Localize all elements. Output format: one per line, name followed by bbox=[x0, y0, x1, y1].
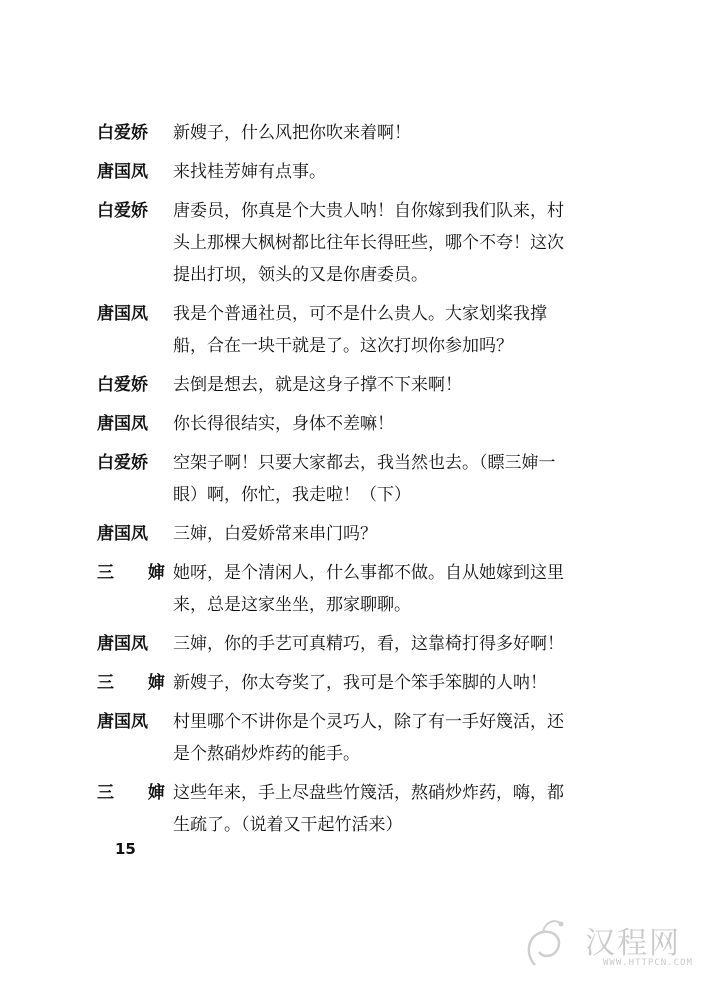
dialogue-line: 三婶，白爱娇常来串门吗？ bbox=[173, 524, 377, 544]
script-dialogue bbox=[97, 117, 567, 848]
dialogue-line: 她呀，是个清闲人，什么事都不做。自从她嫁到这里来，总是这家坐坐，那家聊聊。 bbox=[173, 563, 564, 615]
dialogue-entry bbox=[97, 628, 567, 660]
dialogue-line: 新嫂子，你太夸奖了，我可是个笨手笨脚的人呐！ bbox=[173, 673, 547, 693]
speaker-name: 三 婶 bbox=[97, 783, 179, 803]
speaker-name: 白爱娇 bbox=[97, 201, 148, 221]
dialogue-line: 唐委员，你真是个大贵人呐！自你嫁到我们队来，村头上那棵大枫树都比往年长得旺些，哪个不夸！这次提出打坝，领头的又是你唐委员。 bbox=[173, 201, 564, 285]
dialogue-entry bbox=[97, 447, 567, 511]
dialogue-line: 这些年来，手上尽盘些竹篾活，熬硝炒炸药，嗨，都生疏了。（说着又干起竹活来） bbox=[173, 783, 564, 835]
dialogue-entry bbox=[97, 777, 567, 841]
speaker-name: 三 婶 bbox=[97, 673, 179, 693]
speaker-name: 三 婶 bbox=[97, 563, 179, 583]
watermark bbox=[515, 910, 705, 980]
dialogue-entry bbox=[97, 667, 567, 699]
dialogue-line: 来找桂芳婶有点事。 bbox=[173, 162, 326, 182]
page-number: 15 bbox=[115, 840, 136, 858]
dialogue-line: 三婶，你的手艺可真精巧，看，这靠椅打得多好啊！ bbox=[173, 634, 564, 654]
dialogue-entry bbox=[97, 195, 567, 291]
dialogue-entry bbox=[97, 298, 567, 362]
dialogue-line: 村里哪个不讲你是个灵巧人，除了有一手好篾活，还是个熬硝炒炸药的能手。 bbox=[173, 712, 564, 764]
dialogue-entry bbox=[97, 706, 567, 770]
dialogue-line: 我是个普通社员，可不是什么贵人。大家划桨我撑船，合在一块干就是了。这次打坝你参加吗？ bbox=[173, 304, 547, 356]
speaker-name: 唐国凤 bbox=[97, 634, 148, 654]
dialogue-line: 空架子啊！只要大家都去，我当然也去。（瞟三婶一眼）啊，你忙，我走啦！（下） bbox=[173, 453, 556, 505]
speaker-name: 白爱娇 bbox=[97, 453, 148, 473]
speaker-name: 白爱娇 bbox=[97, 375, 148, 395]
dialogue-entry bbox=[97, 369, 567, 401]
speaker-name: 唐国凤 bbox=[97, 414, 148, 434]
dialogue-line: 你长得很结实，身体不差嘛！ bbox=[173, 414, 394, 434]
speaker-name: 唐国凤 bbox=[97, 304, 148, 324]
dialogue-entry bbox=[97, 117, 567, 149]
speaker-name: 白爱娇 bbox=[97, 123, 148, 143]
dialogue-entry bbox=[97, 156, 567, 188]
dialogue-entry bbox=[97, 408, 567, 440]
dialogue-line: 去倒是想去，就是这身子撑不下来啊！ bbox=[173, 375, 462, 395]
speaker-name: 唐国凤 bbox=[97, 712, 148, 732]
watermark-text: 汉程网 bbox=[585, 926, 681, 961]
dialogue-line: 新嫂子，什么风把你吹来着啊！ bbox=[173, 123, 411, 143]
watermark-url: WWW.HTTPCN.COM bbox=[603, 958, 693, 968]
speaker-name: 唐国凤 bbox=[97, 524, 148, 544]
swan-logo-icon bbox=[515, 910, 585, 980]
dialogue-entry bbox=[97, 518, 567, 550]
speaker-name: 唐国凤 bbox=[97, 162, 148, 182]
dialogue-entry bbox=[97, 557, 567, 621]
